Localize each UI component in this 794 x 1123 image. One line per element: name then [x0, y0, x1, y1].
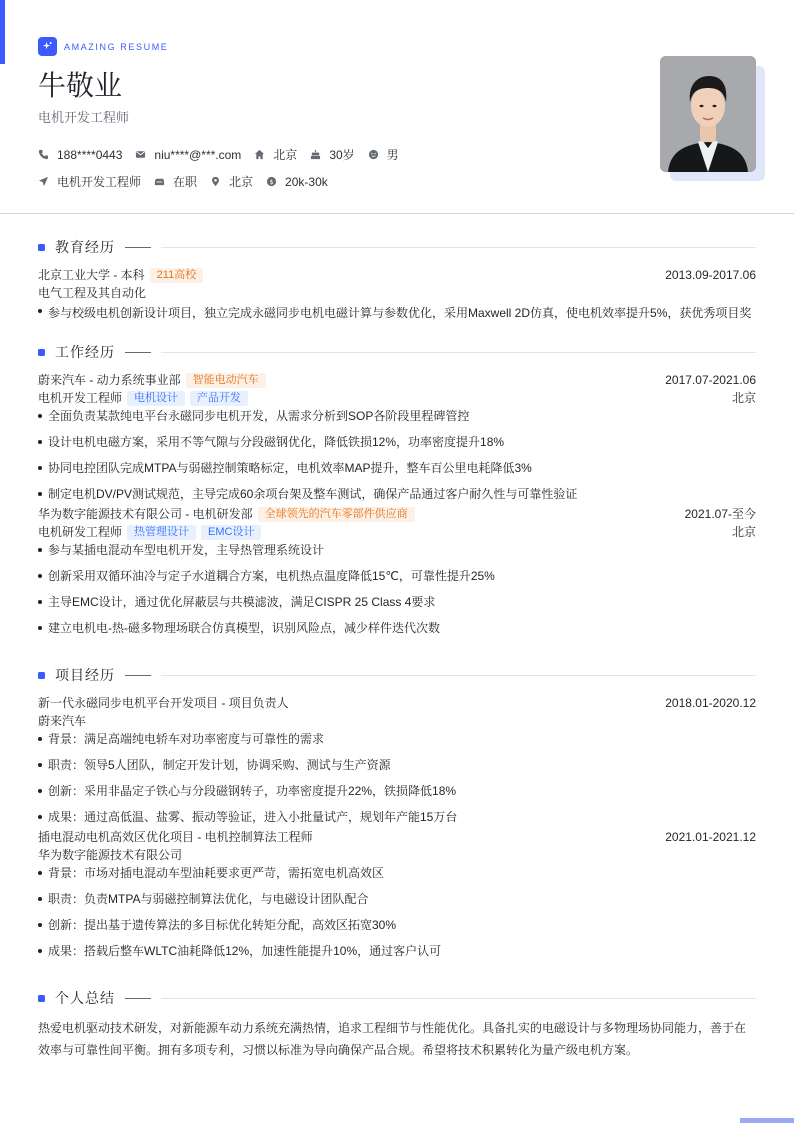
- summary-heading: [38, 988, 756, 1008]
- list-item: 职责：负责MTPA与弱磁控制算法优化，与电磁设计团队配合: [38, 890, 756, 916]
- section-dash: [125, 675, 151, 676]
- section-dash: [125, 998, 151, 999]
- section-bullet: [38, 244, 45, 251]
- bottom-accent-bar: [740, 1118, 794, 1123]
- work-title: 工作经历: [55, 344, 115, 360]
- list-item: 创新采用双循环油冷与定子水道耦合方案，电机热点温度降低15℃，可靠性提升25%: [38, 567, 756, 593]
- phone-text: 188****0443: [57, 147, 123, 162]
- school-name: 北京工业大学 - 本科: [38, 268, 145, 282]
- work-bullets: [38, 407, 756, 511]
- projects-section: [38, 665, 756, 968]
- company-tag: 智能电动汽车: [186, 373, 266, 388]
- work-role-row: [38, 389, 756, 407]
- list-item: 创新：采用非晶定子铁心与分段磁钢转子，功率密度提升22%，铁损降低18%: [38, 782, 756, 808]
- contact-row: [38, 146, 412, 163]
- intent-position-item: [38, 173, 141, 190]
- work-bullets: [38, 541, 756, 645]
- location-pin-icon: [210, 176, 221, 187]
- education-title: 教育经历: [55, 239, 115, 255]
- email-text: niu****@***.com: [154, 147, 242, 162]
- section-bullet: [38, 349, 45, 356]
- section-dash: [125, 352, 151, 353]
- list-item: 背景：市场对插电混动车型油耗要求更严苛，需拓宽电机高效区: [38, 864, 756, 890]
- work-location: 北京: [731, 525, 756, 539]
- gender-text: 男: [386, 148, 399, 162]
- work-date: 2021.07-至今: [684, 507, 756, 521]
- list-item: 成果：搭载后整车WLTC油耗降低12%，加速性能提升10%，通过客户认可: [38, 942, 756, 968]
- cake-icon: [310, 149, 321, 160]
- svg-text:$: $: [269, 177, 274, 186]
- list-item: 设计电机电磁方案，采用不等气隙与分段磁钢优化，降低铁损12%，功率密度提升18%: [38, 433, 756, 459]
- project-entry-header: [38, 694, 756, 712]
- school-tag: 211高校: [150, 268, 204, 283]
- mail-icon: [135, 149, 146, 160]
- list-item: 协同电控团队完成MTPA与弱磁控制策略标定，电机效率MAP提升，整车百公里电耗降低3%: [38, 459, 756, 485]
- section-dash: [125, 247, 151, 248]
- section-rule: [161, 998, 756, 999]
- education-entry-header: [38, 266, 756, 284]
- section-rule: [161, 675, 756, 676]
- role-name: 电机研发工程师: [38, 525, 123, 539]
- intent-status-item: [154, 173, 197, 190]
- project-bullets: [38, 730, 756, 834]
- project-org: 蔚来汽车: [38, 714, 87, 728]
- company-name: 华为数字能源技术有限公司 - 电机研发部: [38, 507, 253, 521]
- intent-salary-text: 20k-30k: [285, 174, 328, 189]
- intent-row: [38, 173, 341, 190]
- summary-title: 个人总结: [55, 990, 115, 1006]
- major: 电气工程及其自动化: [38, 286, 147, 300]
- project-date: 2021.01-2021.12: [665, 830, 756, 844]
- work-location: 北京: [731, 391, 756, 405]
- city-item: [254, 146, 297, 163]
- work-role-row: [38, 523, 756, 541]
- education-section: [38, 237, 756, 324]
- avatar: [660, 56, 756, 172]
- project-date: 2018.01-2020.12: [665, 696, 756, 710]
- project-title: 插电混动电机高效区优化项目 - 电机控制算法工程师: [38, 830, 313, 844]
- project-bullets: [38, 864, 756, 968]
- briefcase-icon: [154, 176, 165, 187]
- role-tag: EMC设计: [201, 525, 261, 540]
- work-entry-header: [38, 371, 756, 389]
- age-text: 30岁: [329, 148, 355, 162]
- company-tag: 全球领先的汽车零部件供应商: [258, 507, 415, 522]
- intent-position-text: 电机开发工程师: [57, 175, 142, 189]
- role-tag: 电机设计: [127, 391, 185, 406]
- intent-salary-item: [266, 175, 328, 189]
- face-icon: [368, 149, 379, 160]
- money-icon: [266, 176, 277, 187]
- role-name: 电机开发工程师: [38, 391, 123, 405]
- send-icon: [38, 176, 49, 187]
- city-text: 北京: [273, 148, 298, 162]
- work-heading: [38, 342, 756, 362]
- sparkle-icon: [38, 37, 57, 56]
- brand-text: AMAZING RESUME: [64, 41, 169, 52]
- section-rule: [161, 247, 756, 248]
- project-entry: [38, 828, 756, 968]
- section-rule: [161, 352, 756, 353]
- list-item: 参与校级电机创新设计项目，独立完成永磁同步电机电磁计算与参数优化，采用Maxwell 2D仿真，使电机效率提升5%，获优秀项目奖: [38, 302, 756, 324]
- intent-status-text: 在职: [173, 175, 198, 189]
- list-item: 全面负责某款纯电平台永磁同步电机开发，从需求分析到SOP各阶段里程碑管控: [38, 407, 756, 433]
- list-item: 建立电机电-热-磁多物理场联合仿真模型，识别风险点，减少样件迭代次数: [38, 619, 756, 645]
- project-entry: [38, 694, 756, 834]
- education-bullets: [38, 302, 756, 324]
- role-tag: 热管理设计: [127, 525, 196, 540]
- list-item: 职责：领导5人团队，制定开发计划，协调采购、测试与生产资源: [38, 756, 756, 782]
- list-item: 主导EMC设计，通过优化屏蔽层与共模滤波，满足CISPR 25 Class 4要求: [38, 593, 756, 619]
- project-org: 华为数字能源技术有限公司: [38, 848, 183, 862]
- intent-city-item: [210, 173, 253, 190]
- summary-text: 热爱电机驱动技术研发，对新能源车动力系统充满热情，追求工程细节与性能优化。具备扎实的电磁设计与多物理场协同能力，善于在效率与可靠性间平衡。拥有多项专利，习惯以标准为导向确保产品合规。希望将技术积累转化为量产级电机方案。: [38, 1021, 747, 1057]
- section-bullet: [38, 672, 45, 679]
- education-heading: [38, 237, 756, 257]
- section-bullet: [38, 995, 45, 1002]
- work-date: 2017.07-2021.06: [665, 373, 756, 387]
- list-item: 参与某插电混动车型电机开发，主导热管理系统设计: [38, 541, 756, 567]
- brand: [38, 37, 168, 56]
- work-section: [38, 342, 756, 645]
- list-item: 成果：通过高低温、盐雾、振动等验证，进入小批量试产，规划年产能15万台: [38, 808, 756, 834]
- role-tag: 产品开发: [190, 391, 248, 406]
- gender-item: [368, 146, 399, 163]
- project-title: 新一代永磁同步电机平台开发项目 - 项目负责人: [38, 696, 289, 710]
- candidate-name: 牛敬业: [38, 69, 123, 102]
- age-item: [310, 146, 354, 163]
- projects-title: 项目经历: [55, 667, 115, 683]
- education-date: 2013.09-2017.06: [665, 268, 756, 282]
- intent-city-text: 北京: [229, 175, 254, 189]
- job-title: 电机开发工程师: [38, 110, 130, 125]
- work-entry: [38, 371, 756, 511]
- summary-section: [38, 988, 756, 1061]
- home-icon: [254, 149, 265, 160]
- company-name: 蔚来汽车 - 动力系统事业部: [38, 373, 181, 387]
- email-item: [135, 148, 241, 162]
- list-item: 创新：提出基于遗传算法的多目标优化转矩分配，高效区拓宽30%: [38, 916, 756, 942]
- phone-icon: [38, 149, 49, 160]
- phone-item: [38, 148, 122, 162]
- list-item: 制定电机DV/PV测试规范，主导完成60余项台架及整车测试，确保产品通过客户耐久性与可靠性验证: [38, 485, 756, 511]
- work-entry: [38, 505, 756, 645]
- education-entry: [38, 266, 756, 324]
- list-item: 背景：满足高端纯电轿车对功率密度与可靠性的需求: [38, 730, 756, 756]
- projects-heading: [38, 665, 756, 685]
- resume-header: [0, 0, 794, 214]
